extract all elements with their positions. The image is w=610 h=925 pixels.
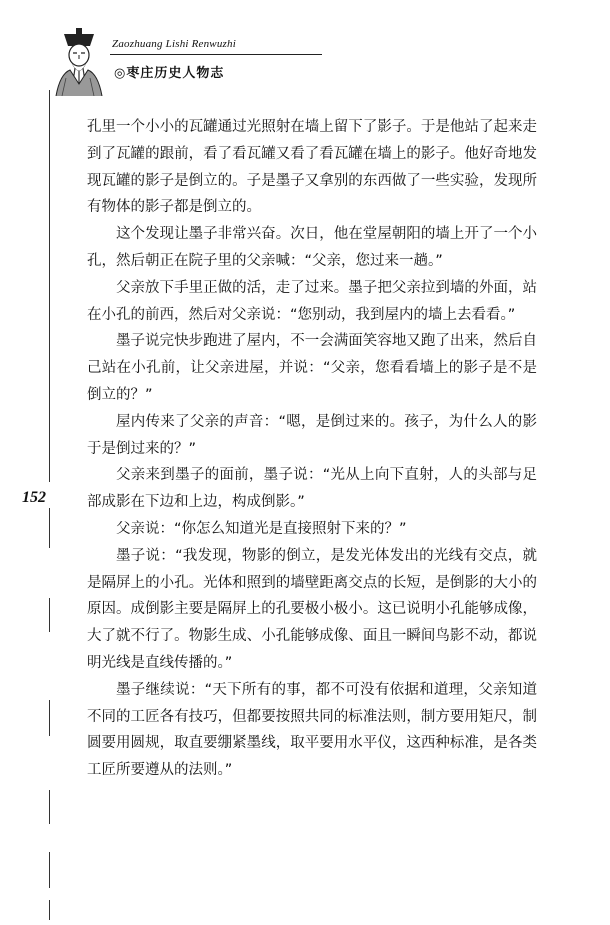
paragraph: 这个发现让墨子非常兴奋。次日，他在堂屋朝阳的墙上开了一个小孔，然后朝正在院子里的父亲喊：“父亲，您过来一趟。” xyxy=(87,226,537,269)
paragraph: 父亲放下手里正做的活，走了过来。墨子把父亲拉到墙的外面，站在小孔的前西，然后对父亲说：“您别动，我到屋内的墙上去看看。” xyxy=(87,279,537,323)
margin-tick xyxy=(49,598,50,632)
margin-tick xyxy=(49,852,50,888)
running-header xyxy=(50,24,320,102)
paragraph: 父亲说：“你怎么知道光是直接照射下来的？” xyxy=(116,520,407,537)
header-latin-title: Zaozhuang Lishi Renwuzhi xyxy=(112,38,236,50)
body-text xyxy=(87,114,537,784)
margin-tick xyxy=(49,700,50,736)
paragraph: 墨子说完快步跑进了屋内，不一会满面笑容地又跑了出来，然后自己站在小孔前，让父亲进屋，并说：“父亲，您看看墙上的影子是不是倒立的？” xyxy=(87,333,537,403)
paragraph: 墨子继续说：“天下所有的事，都不可没有依据和道理，父亲知道不同的工匠各有技巧，但都要按照共同的标准法则，制方要用矩尺，制圆要用圆规，取直要绷紧墨线，取平要用水平仪，这西种标准，是各类工匠所要遵从的法则。” xyxy=(87,681,537,779)
header-chinese-title: ◎枣庄历史人物志 xyxy=(114,66,225,81)
margin-tick xyxy=(49,508,50,548)
margin-rule xyxy=(49,90,50,482)
scholar-portrait-icon xyxy=(50,24,108,96)
header-rule xyxy=(110,54,322,55)
paragraph: 孔里一个小小的瓦罐通过光照射在墙上留下了影子。于是他站了起来走到了瓦罐的跟前，看了看瓦罐又看了看瓦罐在墙上的影子。他好奇地发现瓦罐的影子是倒立的。子是墨子又拿别的东西做了一些实验，发现所有物体的影子都是倒立的。 xyxy=(87,119,537,216)
paragraph: 墨子说：“我发现，物影的倒立，是发光体发出的光线有交点，就是隔屏上的小孔。光体和照到的墙壁距离交点的长短，是倒影的大小的原因。成倒影主要是隔屏上的孔要极小极小。这已说明小孔能够成像，大了就不行了。物影生成、小孔能够成像、面且一瞬间鸟影不动，都说明光线是直线传播的。” xyxy=(87,547,537,671)
page-number: 152 xyxy=(22,489,46,506)
margin-tick xyxy=(49,790,50,824)
paragraph: 父亲来到墨子的面前，墨子说：“光从上向下直射，人的头部与足部成影在下边和上边，构成倒影。” xyxy=(87,467,537,511)
paragraph: 屋内传来了父亲的声音：“嗯，是倒过来的。孩子，为什么人的影于是倒过来的？” xyxy=(87,413,537,457)
margin-tick xyxy=(49,900,50,920)
